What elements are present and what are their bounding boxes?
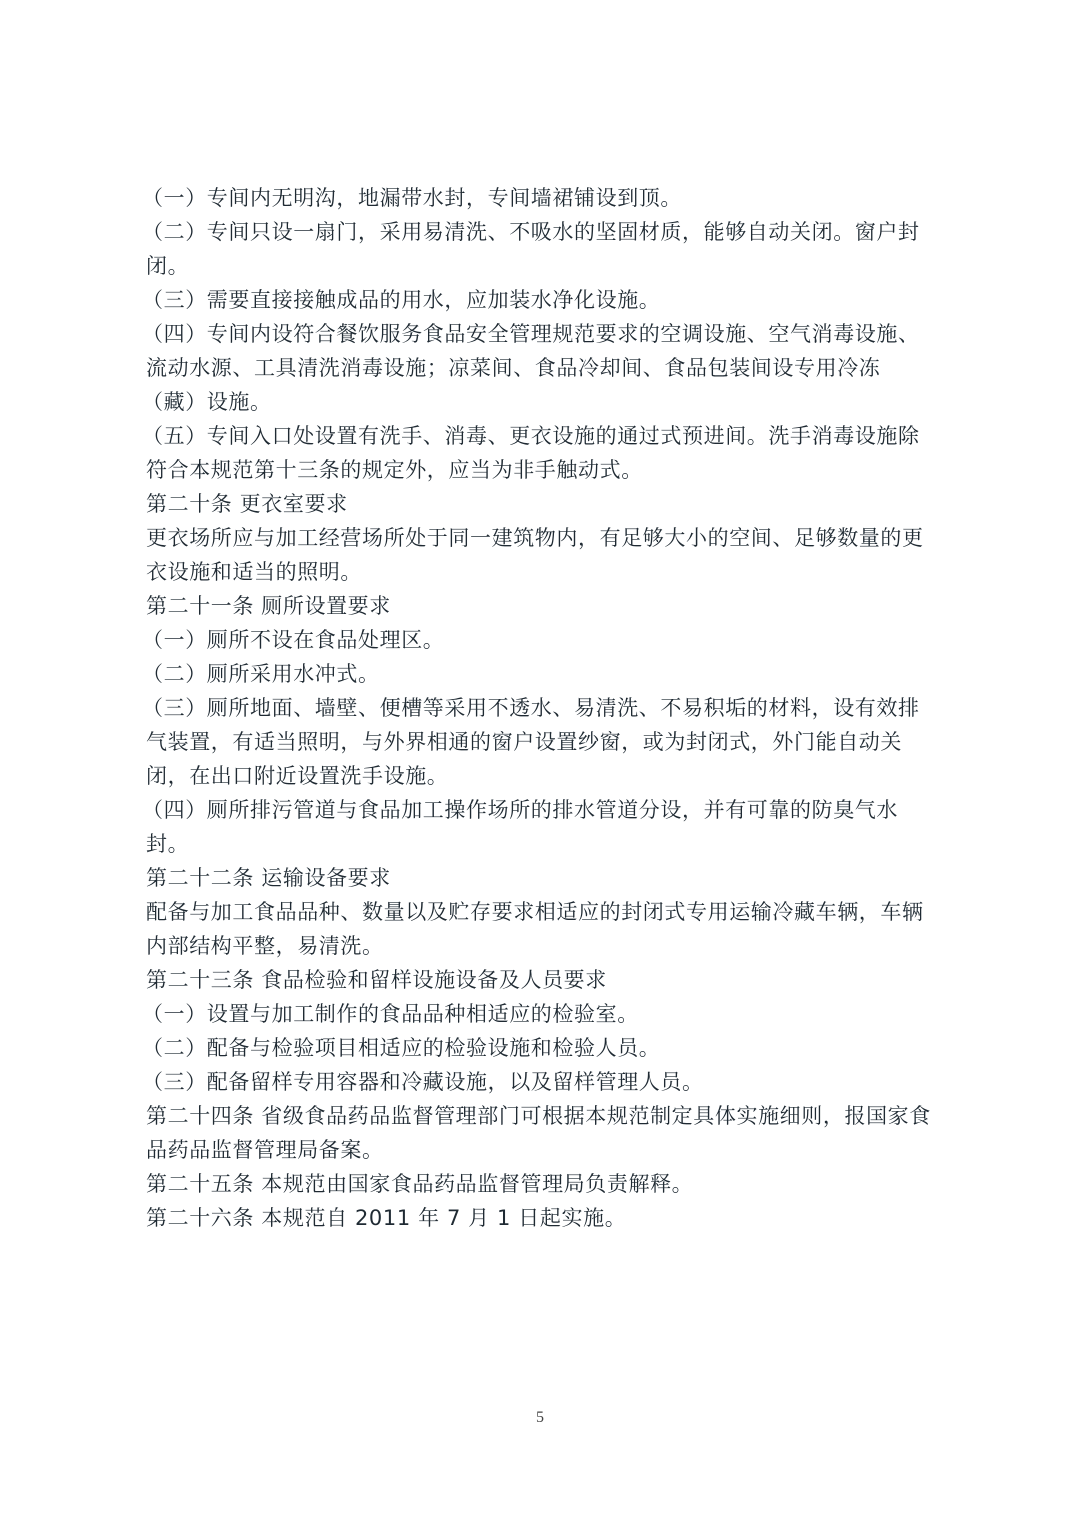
article-heading: 第二十三条 食品检验和留样设施设备及人员要求 (146, 968, 607, 992)
article-heading: 第二十五条 本规范由国家食品药品监督管理局负责解释。 (146, 1172, 694, 1196)
page-number: 5 (536, 1409, 544, 1426)
paragraph-line: 衣设施和适当的照明。 (146, 560, 362, 584)
paragraph-line: 气装置，有适当照明，与外界相通的窗户设置纱窗，或为封闭式，外门能自动关 (146, 730, 902, 754)
paragraph-line: （一）厕所不设在食品处理区。 (142, 628, 445, 652)
paragraph-line: 流动水源、工具清洗消毒设施；凉菜间、食品冷却间、食品包装间设专用冷冻 (146, 356, 881, 380)
article-heading: 第二十四条 省级食品药品监督管理部门可根据本规范制定具体实施细则，报国家食 (146, 1104, 931, 1128)
paragraph-line: 内部结构平整，易清洗。 (146, 934, 384, 958)
paragraph-line: 更衣场所应与加工经营场所处于同一建筑物内，有足够大小的空间、足够数量的更 (146, 526, 924, 550)
paragraph-line: （三）配备留样专用容器和冷藏设施，以及留样管理人员。 (142, 1070, 704, 1094)
paragraph-line: 配备与加工食品品种、数量以及贮存要求相适应的封闭式专用运输冷藏车辆，车辆 (146, 900, 924, 924)
paragraph-line: 符合本规范第十三条的规定外，应当为非手触动式。 (146, 458, 643, 482)
paragraph-line: （藏）设施。 (142, 390, 272, 414)
article-heading: 第二十二条 运输设备要求 (146, 866, 391, 890)
paragraph-line: （五）专间入口处设置有洗手、消毒、更衣设施的通过式预进间。洗手消毒设施除 (142, 424, 920, 448)
paragraph-line: （二）专间只设一扇门，采用易清洗、不吸水的坚固材质，能够自动关闭。窗户封 (142, 220, 920, 244)
paragraph-line: （一）设置与加工制作的食品品种相适应的检验室。 (142, 1002, 639, 1026)
paragraph-line: 品药品监督管理局备案。 (146, 1138, 384, 1162)
article-heading: 第二十一条 厕所设置要求 (146, 594, 391, 618)
paragraph-line: （四）专间内设符合餐饮服务食品安全管理规范要求的空调设施、空气消毒设施、 (142, 322, 920, 346)
paragraph-line: 闭，在出口附近设置洗手设施。 (146, 764, 449, 788)
paragraph-line: （二）配备与检验项目相适应的检验设施和检验人员。 (142, 1036, 661, 1060)
paragraph-line: （一）专间内无明沟，地漏带水封，专间墙裙铺设到顶。 (142, 186, 682, 210)
article-heading: 第二十六条 本规范自 2011 年 7 月 1 日起实施。 (146, 1206, 627, 1230)
paragraph-line: （三）厕所地面、墙壁、便槽等采用不透水、易清洗、不易积垢的材料，设有效排 (142, 696, 920, 720)
paragraph-line: （三）需要直接接触成品的用水，应加装水净化设施。 (142, 288, 661, 312)
paragraph-line: 闭。 (146, 254, 190, 278)
paragraph-line: （四）厕所排污管道与食品加工操作场所的排水管道分设，并有可靠的防臭气水 (142, 798, 898, 822)
paragraph-line: 封。 (146, 832, 190, 856)
document-body (142, 181, 946, 1235)
paragraph-line: （二）厕所采用水冲式。 (142, 662, 380, 686)
article-heading: 第二十条 更衣室要求 (146, 492, 348, 516)
